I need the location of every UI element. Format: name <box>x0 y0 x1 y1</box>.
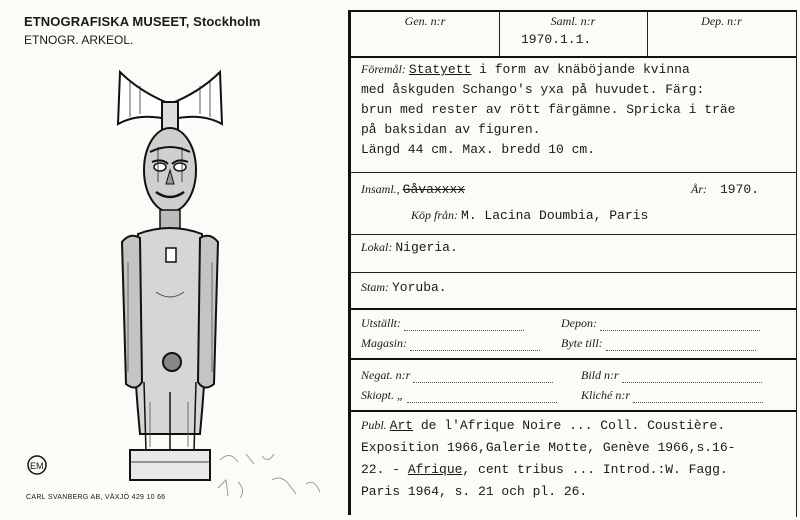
skiopt-label: Skiopt. „ <box>361 388 404 402</box>
skiopt-field <box>361 388 557 403</box>
lokal-line <box>361 240 458 255</box>
gen-label: Gen. n:r <box>404 14 446 28</box>
stam-value: Yoruba. <box>392 280 447 295</box>
pencil-marks <box>210 440 330 510</box>
publ-l1-a: Art <box>389 418 414 433</box>
publ-l3-a: 22. - <box>361 462 408 477</box>
insaml-value: Gåvaxxxx <box>402 182 466 197</box>
magasin-dots <box>410 340 540 351</box>
bild-label: Bild n:r <box>581 368 619 382</box>
kliche-field <box>581 388 763 403</box>
magasin-field <box>361 336 540 351</box>
publ-label: Publ. <box>361 418 387 432</box>
museum-seal-icon <box>26 454 48 476</box>
lokal-value: Nigeria. <box>395 240 458 255</box>
depon-dots <box>600 320 760 331</box>
skiopt-dots <box>407 392 557 403</box>
rule <box>351 308 796 310</box>
utstallt-field <box>361 316 524 331</box>
magasin-label: Magasin: <box>361 336 407 350</box>
ar-field <box>691 182 759 197</box>
insaml-line <box>361 182 465 197</box>
svg-text:EM: EM <box>30 461 44 471</box>
rule <box>351 234 796 235</box>
foremal-line-1 <box>361 62 690 77</box>
utstallt-label: Utställt: <box>361 316 402 330</box>
left-panel <box>0 0 348 520</box>
depon-field <box>561 316 760 331</box>
rule <box>351 358 796 360</box>
bild-dots <box>622 372 762 383</box>
utstallt-dots <box>404 320 524 331</box>
negat-field <box>361 368 553 383</box>
lokal-label: Lokal: <box>361 240 393 254</box>
kliche-dots <box>633 392 763 403</box>
publ-l3-b: Afrique <box>407 462 463 477</box>
rule <box>351 410 796 412</box>
publ-line-3 <box>361 462 728 477</box>
insaml-label: Insaml., <box>361 182 400 196</box>
gen-cell <box>351 12 500 56</box>
foremal-line-3: brun med rester av rött färgämne. Spricka i träe <box>361 102 736 117</box>
foremal-line-2: med åskguden Schango's yxa på huvudet. Färg: <box>361 82 705 97</box>
publ-l3-c: , cent tribus ... Introd.:W. Fagg. <box>462 462 728 477</box>
foremal-line1-rest: i form av knäböjande kvinna <box>471 62 690 77</box>
statuette-illustration <box>100 62 240 492</box>
saml-label: Saml. n:r <box>550 14 596 28</box>
stam-line <box>361 280 447 295</box>
negat-dots <box>413 372 553 383</box>
foremal-line-5: Längd 44 cm. Max. bredd 10 cm. <box>361 142 596 157</box>
depon-label: Depon: <box>561 316 597 330</box>
kop-label: Köp från: <box>411 208 459 222</box>
rule <box>351 272 796 273</box>
museum-name: ETNOGRAFISKA MUSEET, Stockholm <box>24 14 261 29</box>
byte-dots <box>606 340 756 351</box>
printer-imprint: CARL SVANBERG AB, VÄXJÖ 429 10 66 <box>26 494 166 501</box>
saml-cell <box>499 12 648 56</box>
dep-label: Dep. n:r <box>701 14 742 28</box>
foremal-label: Föremål: <box>361 62 406 76</box>
publ-line-1 <box>361 418 725 433</box>
publ-line-4: Paris 1964, s. 21 och pl. 26. <box>361 484 588 499</box>
kliche-label: Kliché n:r <box>581 388 630 402</box>
rule <box>351 56 796 58</box>
foremal-line-4: på baksidan av figuren. <box>361 122 541 137</box>
byte-field <box>561 336 756 351</box>
record-form <box>351 10 797 517</box>
stam-label: Stam: <box>361 280 389 294</box>
kop-line <box>411 208 648 223</box>
saml-value: 1970.1.1. <box>521 32 592 47</box>
kop-value: M. Lacina Doumbia, Paris <box>461 208 649 223</box>
foremal-word: Statyett <box>408 62 472 77</box>
rule <box>351 172 796 173</box>
publ-l1-b: de l'Afrique Noire ... Coll. Coustière. <box>413 418 726 433</box>
department-name: ETNOGR. ARKEOL. <box>24 33 134 47</box>
publ-line-2: Exposition 1966,Galerie Motte, Genève 1966,s.16- <box>361 440 736 455</box>
ar-label: År: <box>691 182 707 196</box>
byte-label: Byte till: <box>561 336 603 350</box>
negat-label: Negat. n:r <box>361 368 411 382</box>
bild-field <box>581 368 762 383</box>
dep-cell <box>647 12 796 56</box>
ar-value: 1970. <box>720 182 760 197</box>
